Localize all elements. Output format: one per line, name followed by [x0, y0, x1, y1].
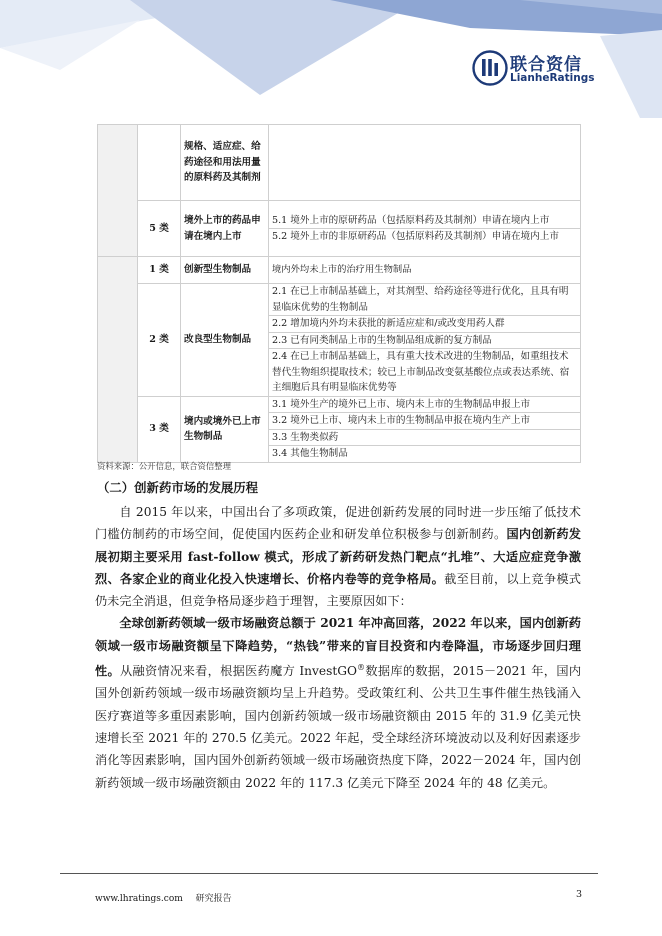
paragraph-text: 截至目前，以上竞争模式仍未完全消退，但竞争格局逐步趋于理智，主要原因如下： — [95, 571, 581, 609]
subclass-item: 2.2 增加境内外均未获批的新适应症和/或改变用药人群 — [269, 316, 580, 333]
subclass-cell — [269, 201, 581, 257]
subclass-item: 2.4 在已上市制品基础上，具有重大技术改进的生物制品，如重组技术替代生物组织提取技术；较已上市制品改变氨基酸位点或表达系统、宿主细胞后具有明显临床优势等 — [272, 351, 570, 393]
class-name-cell: 规格、适应症、给药途径和用法用量的原料药及其制剂 — [181, 125, 269, 201]
category-cell-bio — [98, 257, 138, 463]
section-heading: （二）创新药市场的发展历程 — [97, 480, 259, 495]
class-cell — [138, 125, 181, 201]
description-cell: 境内外均未上市的治疗用生物制品 — [269, 257, 581, 284]
table-row — [98, 396, 581, 462]
company-logo — [472, 50, 595, 90]
subclass-cell — [269, 396, 581, 462]
subclass-item: 5.2 境外上市的非原研药品（包括原料药及其制剂）申请在境内上市 — [272, 231, 559, 242]
class-name-cell: 创新型生物制品 — [181, 257, 269, 284]
subclass-item: 2.1 在已上市制品基础上，对其剂型、给药途径等进行优化，且具有明显临床优势的生物制品 — [269, 284, 580, 316]
paragraph-text: 自 2015 年以来，中国出台了多项政策，促进创新药发展的同时进一步压缩了低技术门槛仿制药的市场空间，促使国内医药企业和研发单位积极参与创新制药。 — [95, 505, 581, 542]
table-row — [98, 125, 581, 201]
class-cell: 1 类 — [138, 257, 181, 284]
description-cell — [269, 125, 581, 201]
subclass-item: 3.4 其他生物制品 — [272, 448, 348, 459]
class-name-cell: 境外上市的药品申请在境内上市 — [181, 201, 269, 257]
class-name-cell: 境内或境外已上市生物制品 — [181, 396, 269, 462]
paragraph — [95, 612, 581, 793]
footer-site-link[interactable]: www.lhratings.com — [95, 894, 183, 904]
logo-english-name: LianheRatings — [510, 72, 595, 84]
paragraph-text: 数据库的数据，2015－2021 年，国内国外创新药领域一级市场融资额均呈上升趋势。受政策红利、公共卫生事件催生热钱涌入医疗赛道等多重因素影响，国内创新药领域一级市场融资额由 2015 年的 31.9 亿美元快速增长至 2021 年的 270.5 亿美元。2022 年起，受全球经济环境波动以及利好因素逐步消化等因素影响，国内国外创新药领域一级市场融资热度下降，2022－2024 年，国内创新药领域一级市场融资额由 2022 年的 117.3 亿美元下降至 2024 年的 48 亿美元。 — [95, 664, 582, 790]
class-cell: 2 类 — [138, 284, 181, 397]
table-row — [98, 284, 581, 397]
paragraph-bold-text: 国内创新药发展初期主要采用 fast-follow 模式，形成了新药研发热门靶点“扎堆”、大适应症竞争激烈、各家企业的商业化投入快速增长、价格内卷等的竞争格局。 — [95, 527, 581, 586]
subclass-item: 3.2 境外已上市、境内未上市的生物制品申报在境内生产上市 — [269, 413, 580, 430]
class-cell: 5 类 — [138, 201, 181, 257]
page-number: 3 — [576, 889, 583, 900]
paragraph — [95, 501, 581, 612]
table-row — [98, 201, 581, 257]
subclass-item: 3.1 境外生产的境外已上市、境内未上市的生物制品申报上市 — [269, 397, 580, 414]
logo-chinese-name: 联合资信 — [510, 55, 582, 75]
footer-doc-type: 研究报告 — [195, 894, 232, 904]
table-source-note: 资料来源：公开信息，联合资信整理 — [97, 461, 231, 471]
subclass-item: 5.1 境外上市的原研药品（包括原料药及其制剂）申请在境内上市 — [269, 213, 580, 230]
subclass-item: 2.3 已有同类制品上市的生物制品组成新的复方制品 — [269, 333, 580, 350]
drug-classification-table — [97, 124, 581, 463]
footer-info — [95, 891, 232, 904]
table-row — [98, 257, 581, 284]
class-cell: 3 类 — [138, 396, 181, 462]
subclass-item: 3.3 生物类似药 — [269, 430, 580, 447]
footer-divider — [60, 873, 598, 874]
paragraph-text: 从融资情况来看，根据医药魔方 InvestGO — [120, 664, 357, 679]
class-name-cell: 改良型生物制品 — [181, 284, 269, 397]
registered-mark: ® — [357, 663, 365, 673]
body-text — [95, 501, 581, 794]
category-cell-chemical — [98, 125, 138, 257]
paragraph-bold-text: 全球创新药领域一级市场融资总额于 2021 年冲高回落，2022 年以来，国内创新药领域一级市场融资额呈下降趋势，“热钱”带来的盲目投资和内卷降温，市场逐步回归理性。 — [95, 616, 581, 679]
subclass-cell — [269, 284, 581, 397]
lianhe-logo-icon — [472, 50, 508, 86]
